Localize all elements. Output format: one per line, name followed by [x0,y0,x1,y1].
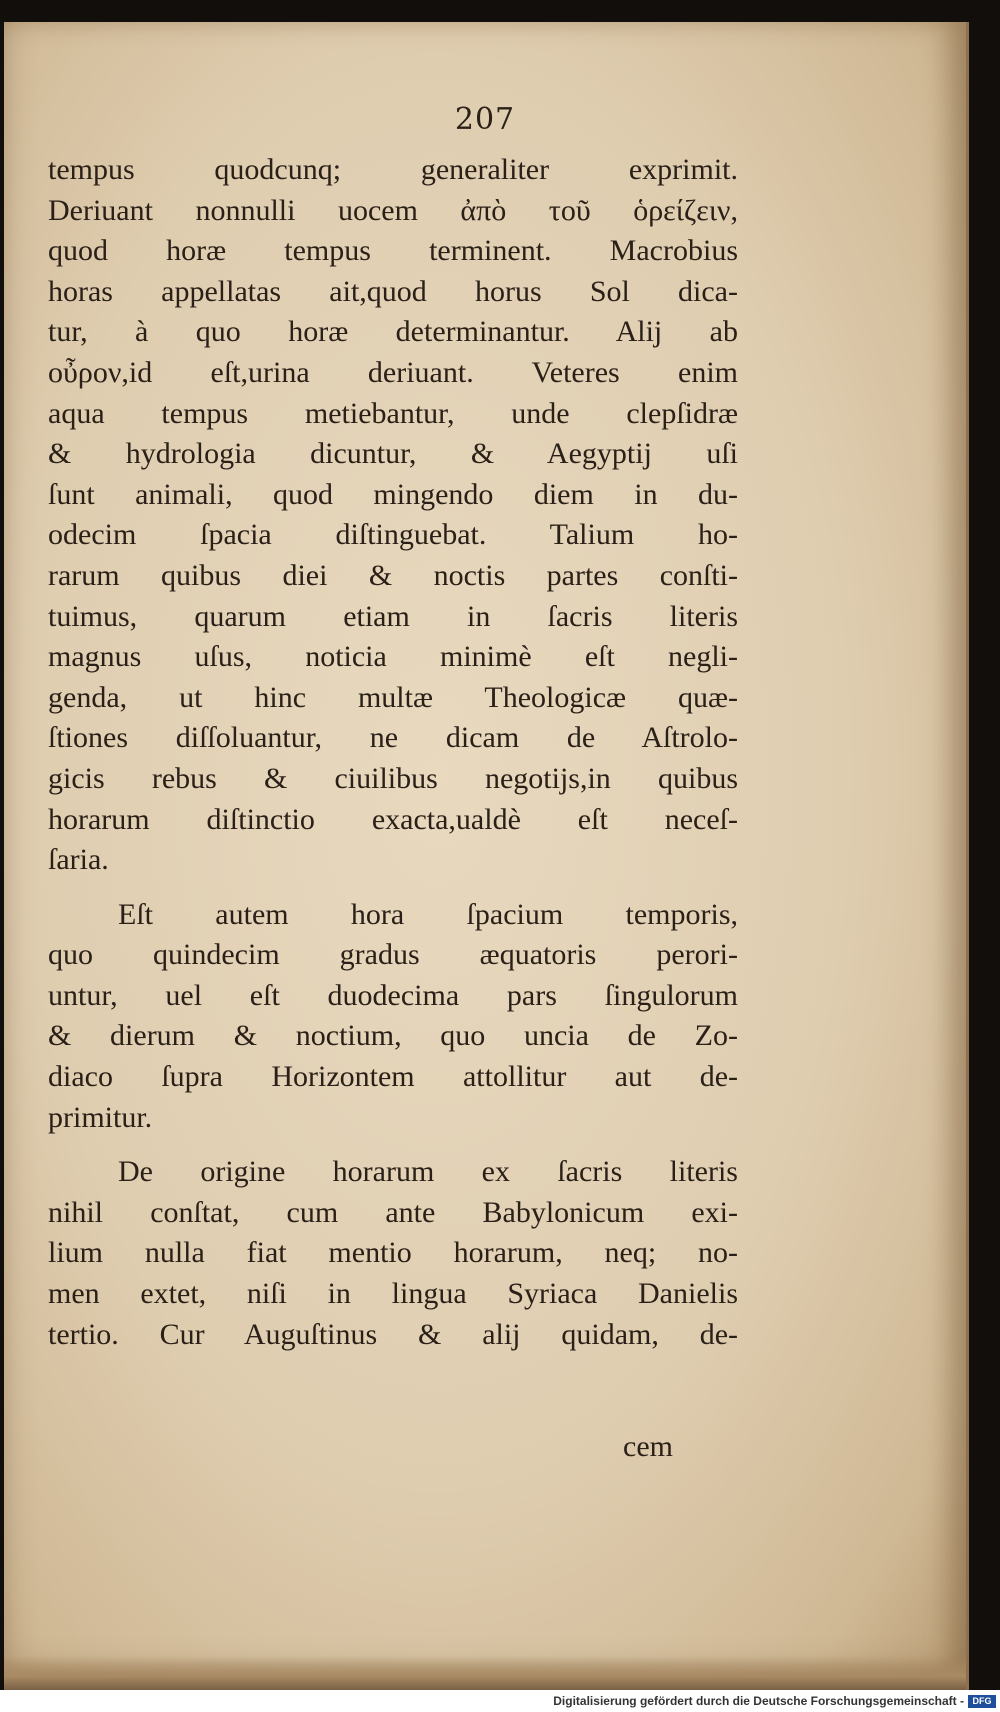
paragraph-2-line: Eſt autem hora ſpacium temporis, [118,897,738,931]
text-line: ſunt animali, quod mingendo diem in du- [48,477,738,511]
text-line: tempus quodcunq; generaliter exprimit. [48,153,738,186]
text-line: horas appellatas ait,quod horus Sol dica- [48,274,738,308]
text-line: odecim ſpacia diſtinguebat. Talium ho- [48,518,738,552]
paragraph-3-line: lium nulla fiat mentio horarum, neq; no- [48,1236,738,1270]
paragraph-3-line: De origine horarum ex ſacris literis [118,1155,738,1189]
text-line: magnus uſus, noticia minimè eſt negli- [48,640,738,674]
text-line: ſtiones diſſoluantur, ne dicam de Aſtrolo- [48,721,738,755]
text-line: tuimus, quarum etiam in ſacris literis [48,599,738,633]
text-line: tur, à quo horæ determinantur. Alij ab [48,315,738,349]
text-line: & hydrologia dicuntur, & Aegyptij uſi [48,437,738,471]
text-line: genda, ut hinc multæ Theologicæ quæ- [48,680,738,714]
text-line: οὖρον,id eſt,urina deriuant. Veteres enim [48,355,738,389]
footer-bar [0,1690,1000,1712]
page-edge [4,1656,966,1690]
paragraph-2-line: & dierum & noctium, quo uncia de Zo- [48,1019,738,1053]
text-line: rarum quibus diei & noctis partes conſti- [48,558,738,592]
paragraph-gap [48,1138,738,1152]
paragraph-3-line: tertio. Cur Auguſtinus & alij quidam, de- [48,1317,738,1351]
paragraph-3-line: nihil conſtat, cum ante Babylonicum exi- [48,1195,738,1229]
text-line: aqua tempus metiebantur, unde clepſidræ [48,396,738,430]
paragraph-2-line: diaco ſupra Horizontem attollitur aut de- [48,1060,738,1094]
book-page [4,22,969,1690]
text-line: horarum diſtinctio exacta,ualdè eſt neceſ- [48,802,738,836]
dfg-logo-icon: DFG [968,1695,996,1708]
text-line: Deriuant nonnulli uocem ἀπὸ τοῦ ὁρείζειν, [48,193,738,227]
paragraph-2-line: quo quindecim gradus æquatoris perori- [48,938,738,972]
catchword: cem [623,1430,673,1463]
body-text [48,150,738,1355]
paragraph-gap [48,881,738,895]
paragraph-2-line: untur, uel eſt duodecima pars ſingulorum [48,978,738,1012]
text-line: quod horæ tempus terminent. Macrobius [48,234,738,268]
paragraph-2-line: primitur. [48,1100,153,1134]
footer-credit: Digitalisierung gefördert durch die Deutsche Forschungsgemeinschaft - [553,1694,964,1708]
page-number: 207 [454,102,516,137]
text-line: gicis rebus & ciuilibus negotijs,in quibus [48,761,738,795]
paragraph-3-line: men extet, niſi in lingua Syriaca Danielis [48,1277,738,1311]
text-line: ſaria. [48,843,109,877]
